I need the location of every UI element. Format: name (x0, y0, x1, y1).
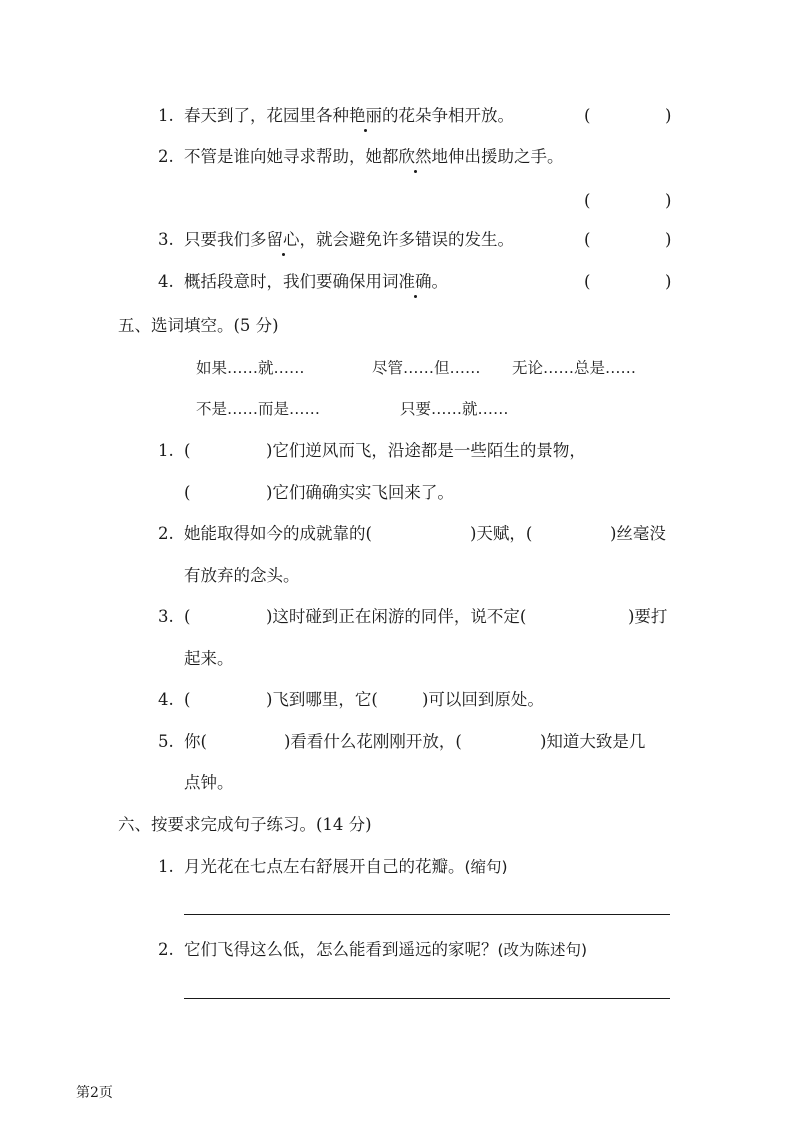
item-text: 它们飞得这么低，怎么能看到遥远的家呢？(改为陈述句) (184, 940, 588, 959)
item-number: 4. (158, 272, 174, 291)
section-6-title: 六、按要求完成句子练习。(14 分) (118, 815, 372, 834)
section-5-title: 五、选词填空。(5 分) (118, 316, 279, 335)
word-choice-4: 不是……而是…… (196, 400, 321, 418)
item-text: )飞到哪里，它( (266, 690, 378, 709)
answer-line[interactable] (184, 998, 670, 999)
item-text: 你( (184, 732, 207, 751)
fill-paren[interactable]: ( (184, 483, 191, 502)
item-text: 起来。 (184, 649, 234, 668)
item-text: )天赋，( (470, 524, 533, 543)
item-text: 她能取得如今的成就靠的( (184, 524, 372, 543)
item-number: 1. (158, 857, 174, 876)
item-number: 3. (158, 230, 174, 249)
word-choice-2: 尽管……但…… (372, 359, 481, 377)
answer-paren-close: ) (665, 272, 672, 291)
answer-paren-open[interactable]: ( (584, 272, 591, 291)
dotted-word: 准确 (398, 272, 432, 291)
item-text: 概括段意时，我们要确保用词准确。 (184, 272, 448, 291)
item-number: 4. (158, 690, 174, 709)
answer-paren-open[interactable]: ( (584, 106, 591, 125)
item-number: 1. (158, 106, 174, 125)
fill-paren[interactable]: ( (184, 607, 191, 626)
item-text: )要打 (628, 607, 668, 626)
item-number: 5. (158, 732, 174, 751)
fill-paren[interactable]: ( (184, 441, 191, 460)
dotted-word: 欣然 (398, 147, 432, 166)
item-text: 月光花在七点左右舒展开自己的花瓣。(缩句) (184, 857, 508, 876)
answer-paren-close: ) (665, 230, 672, 249)
answer-paren-open[interactable]: ( (584, 230, 591, 249)
item-number: 3. (158, 607, 174, 626)
item-text: 春天到了，花园里各种艳丽的花朵争相开放。 (184, 106, 514, 125)
answer-paren-open[interactable]: ( (584, 191, 591, 210)
item-number: 2. (158, 147, 174, 166)
item-text: )这时碰到正在闲游的同伴，说不定( (266, 607, 527, 626)
item-number: 2. (158, 524, 174, 543)
item-text: 不管是谁向她寻求帮助，她都欣然地伸出援助之手。 (184, 147, 564, 166)
answer-paren-close: ) (665, 106, 672, 125)
item-text: )看看什么花刚刚开放，( (284, 732, 462, 751)
item-text: 点钟。 (184, 773, 234, 792)
requirement-note: (缩句) (464, 858, 508, 876)
word-choice-1: 如果……就…… (196, 359, 305, 377)
item-text: )它们确确实实飞回来了。 (266, 483, 454, 502)
word-choice-3: 无论……总是…… (512, 359, 637, 377)
fill-paren[interactable]: ( (184, 690, 191, 709)
item-text: )丝毫没 (610, 524, 666, 543)
item-text: )知道大致是几 (540, 732, 646, 751)
answer-line[interactable] (184, 914, 670, 915)
page-number: 第2页 (76, 1085, 113, 1101)
item-text: )它们逆风而飞，沿途都是一些陌生的景物， (266, 441, 586, 460)
item-text: 有放弃的念头。 (184, 566, 300, 585)
item-text: 只要我们多留心，就会避免许多错误的发生。 (184, 230, 514, 249)
dotted-word: 艳丽 (349, 106, 382, 125)
word-choice-5: 只要……就…… (400, 400, 509, 418)
item-number: 1. (158, 441, 174, 460)
answer-paren-close: ) (665, 191, 672, 210)
dotted-word: 留心 (266, 230, 300, 249)
item-number: 2. (158, 940, 174, 959)
item-text: )可以回到原处。 (422, 690, 544, 709)
requirement-note: (改为陈述句) (497, 941, 588, 959)
